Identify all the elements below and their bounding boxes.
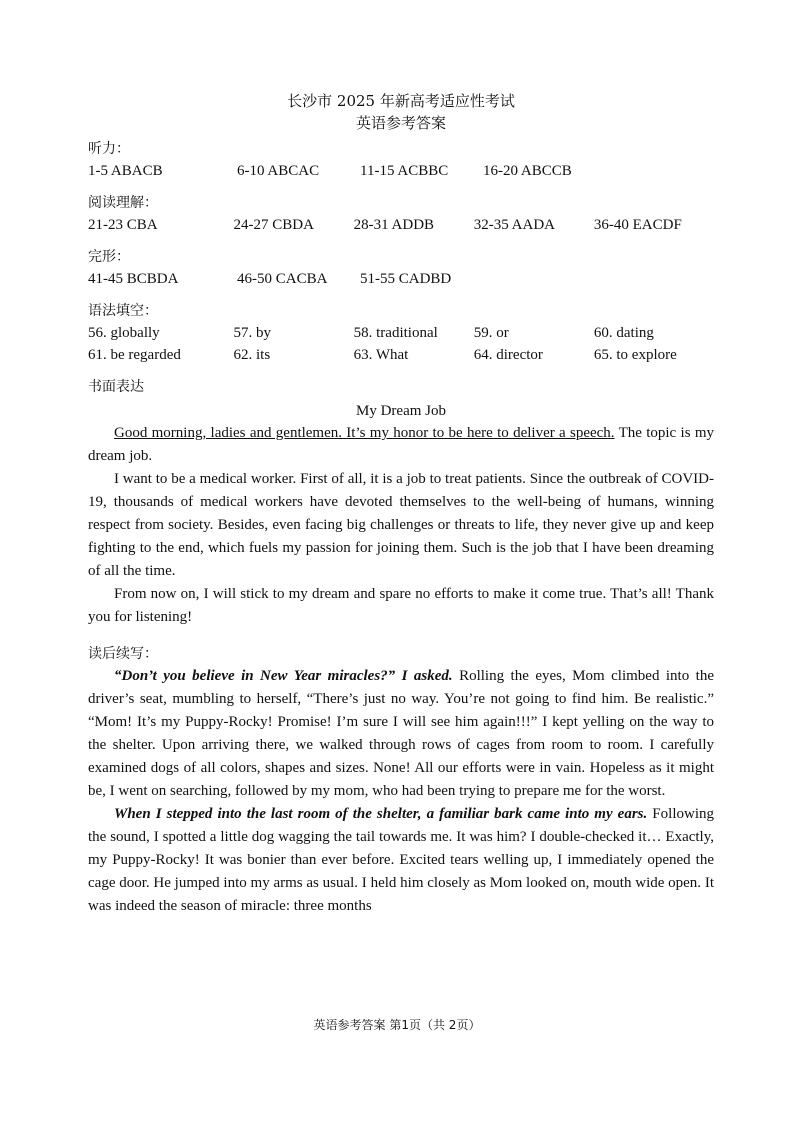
answer-item: 58. traditional — [353, 325, 438, 341]
essay-opening-sentence: Good morning, ladies and gentlemen. It’s my honor to be here to deliver a speech. — [114, 425, 615, 441]
document-title: 长沙市 2025 年新高考适应性考试 — [287, 92, 515, 110]
continuation-paragraph-2-rest: Following the sound, I spotted a little dog wagging the tail towards me. It was him? I double-checked it… Exactly, my Puppy-Rocky! It was bonier than ever before. Excited tears welling up, I immediately opened the cage door. He jumped into my arms as usual. I held him closely as Mom looked on, mouth wide open. It was indeed the season of miracle: three months — [88, 806, 714, 914]
page-footer: 英语参考答案 第1页（共 2页） — [313, 1018, 481, 1032]
answer-item: 56. globally — [88, 325, 160, 341]
essay-paragraph-1 — [88, 422, 714, 468]
answer-sheet — [88, 90, 714, 918]
answer-group: 6-10 ABCAC — [237, 163, 320, 179]
cloze-answers — [88, 268, 714, 290]
answer-group: 41-45 BCBDA — [88, 271, 179, 287]
answer-group: 1-5 ABACB — [88, 163, 163, 179]
reading-answers — [88, 214, 714, 236]
essay-paragraph-1-rest: The topic is my dream job. — [88, 425, 714, 464]
grammar-label: 语法填空： — [88, 303, 158, 319]
essay-paragraph-2: I want to be a medical worker. First of all, it is a job to treat patients. Since the outbreak of COVID-19, thousands of medical workers have devoted themselves to the well-being of humans, winning respect from society. Besides, even facing big challenges or threats to life, they never give up and keep fighting to the end, which fuels my passion for joining them. Such is the job that I have been dreaming of all the time. — [88, 471, 714, 579]
listening-answers — [88, 160, 714, 182]
grammar-answers-row-2 — [88, 344, 714, 366]
document-subtitle: 英语参考答案 — [355, 114, 446, 132]
writing-label: 书面表达 — [88, 379, 144, 395]
essay-title: My Dream Job — [356, 403, 446, 419]
continuation-lead-sentence-1: “Don’t you believe in New Year miracles?” I asked. — [114, 668, 453, 684]
continuation-label: 读后续写： — [88, 646, 158, 662]
answer-group: 51-55 CADBD — [360, 271, 452, 287]
answer-group: 24-27 CBDA — [233, 217, 314, 233]
answer-group: 32-35 AADA — [473, 217, 556, 233]
answer-group: 11-15 ACBBC — [360, 163, 449, 179]
reading-label: 阅读理解： — [88, 195, 158, 211]
answer-group: 46-50 CACBA — [237, 271, 328, 287]
essay-paragraph-3: From now on, I will stick to my dream and spare no efforts to make it come true. That’s all! Thank you for listening! — [88, 586, 714, 625]
answer-group: 36-40 EACDF — [593, 217, 682, 233]
answer-item: 61. be regarded — [88, 347, 181, 363]
answer-group: 21-23 CBA — [88, 217, 158, 233]
answer-item: 62. its — [233, 347, 271, 363]
answer-item: 60. dating — [593, 325, 654, 341]
answer-item: 64. director — [473, 347, 543, 363]
answer-group: 28-31 ADDB — [353, 217, 435, 233]
listening-label: 听力： — [88, 141, 130, 157]
answer-group: 16-20 ABCCB — [483, 163, 572, 179]
grammar-answers-row-1 — [88, 322, 714, 344]
continuation-paragraph-1 — [88, 665, 714, 803]
answer-item: 65. to explore — [593, 347, 677, 363]
answer-item: 63. What — [353, 347, 409, 363]
continuation-paragraph-2 — [88, 803, 714, 918]
continuation-paragraph-1-rest: Rolling the eyes, Mom climbed into the driver’s seat, mumbling to herself, “There’s just no way. You’re not going to find him. Be realistic.” “Mom! It’s my Puppy-Rocky! Promise! I’m sure I will see him again!!!” I kept yelling on the way to the shelter. Upon arriving there, we walked through rows of cages from room to room. I carefully examined dogs of all colors, shapes and sizes. None! All our efforts were in vain. Hopeless as it might be, I went on searching, followed by my mom, who had been trying to prepare me for the worst. — [88, 668, 714, 799]
answer-item: 57. by — [233, 325, 272, 341]
cloze-label: 完形： — [88, 249, 130, 265]
answer-item: 59. or — [473, 325, 509, 341]
continuation-lead-sentence-2: When I stepped into the last room of the shelter, a familiar bark came into my ears. — [114, 806, 648, 822]
